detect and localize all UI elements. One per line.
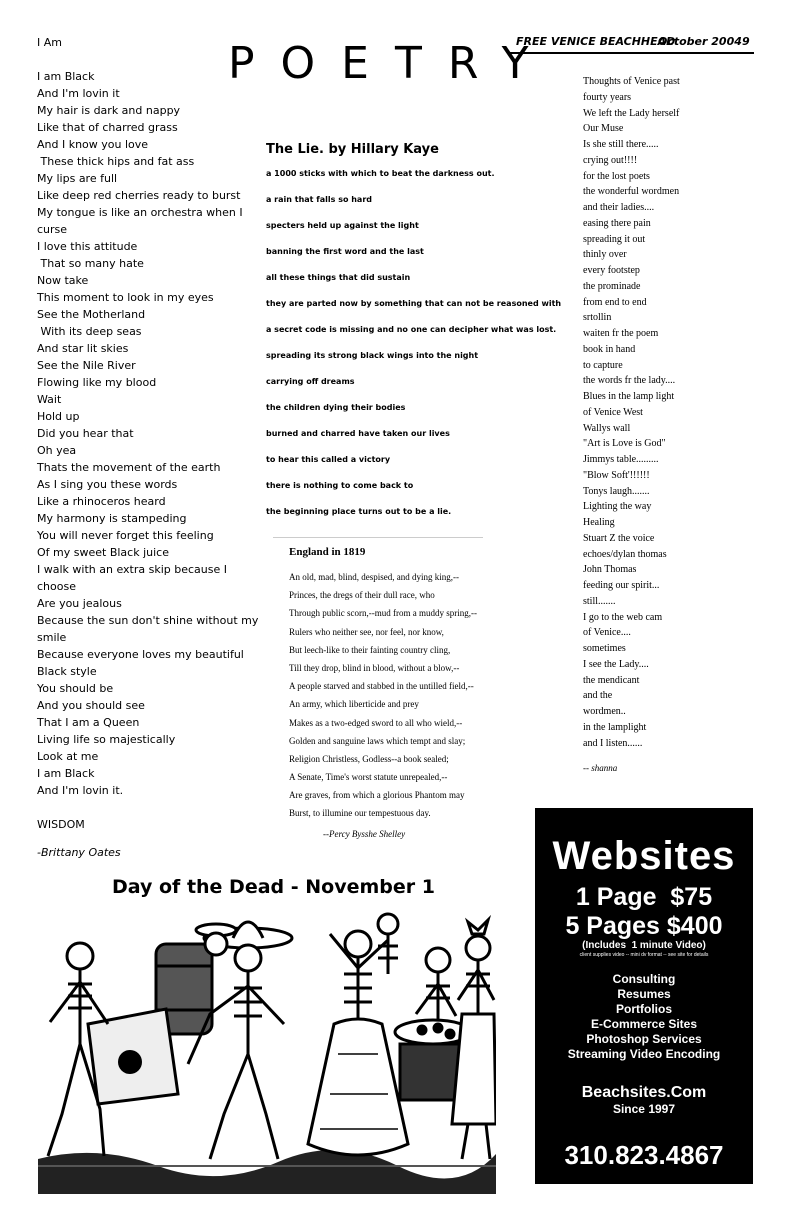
poem-line: Living life so majestically bbox=[37, 733, 176, 746]
poem-line: Makes as a two-edged sword to all who wield,-- bbox=[289, 717, 463, 728]
poem-line: wordmen.. bbox=[583, 706, 626, 717]
poem-line: This moment to look in my eyes bbox=[37, 291, 214, 304]
poem-line: That I am a Queen bbox=[37, 716, 140, 729]
poem-line: I am Black bbox=[37, 767, 95, 780]
poem-line: fourty years bbox=[583, 91, 632, 103]
poem-line: and I listen...... bbox=[583, 737, 643, 749]
poem-line: Stuart Z the voice bbox=[583, 532, 655, 544]
dancing-skeletons-illustration-icon bbox=[38, 904, 496, 1194]
poem-line: from end to end bbox=[583, 296, 647, 308]
poem-line: Wait bbox=[37, 393, 62, 406]
poem-title: I Am bbox=[37, 36, 62, 49]
poem-line: still....... bbox=[583, 595, 616, 607]
poem-line: I am Black bbox=[37, 70, 95, 83]
ad-since: Since 1997 bbox=[612, 1102, 676, 1116]
poem-line: a 1000 sticks with which to beat the darkness out. bbox=[266, 169, 495, 178]
poem-the-lie bbox=[266, 142, 562, 533]
poem-line: book in hand bbox=[583, 343, 636, 355]
ad-fine-print: client supplies video -- mini dv format -- see site for details bbox=[579, 952, 709, 958]
poem-line: the prominade bbox=[583, 280, 641, 292]
poem-line: Did you hear that bbox=[37, 427, 134, 440]
poem-line: Healing bbox=[583, 517, 615, 528]
ad-service-item: Photoshop Services bbox=[586, 1032, 702, 1046]
poem-line: See the Motherland bbox=[37, 308, 146, 321]
poem-title: The Lie. by Hillary Kaye bbox=[266, 142, 439, 157]
section-title: POETRY bbox=[228, 38, 555, 89]
poem-line: Tonys laugh....... bbox=[583, 485, 650, 497]
poem-line: That so many hate bbox=[37, 257, 144, 270]
websites-ad bbox=[535, 808, 753, 1184]
poem-line: And I'm lovin it. bbox=[37, 784, 124, 797]
poem-line: And you should see bbox=[37, 699, 145, 712]
poem-line: With its deep seas bbox=[37, 325, 142, 338]
poem-i-am bbox=[37, 34, 267, 861]
poem-line: easing there pain bbox=[583, 217, 651, 229]
poem-line: I see the Lady.... bbox=[583, 658, 649, 670]
poem-line: Lighting the way bbox=[583, 501, 652, 513]
poem-line: a secret code is missing and no one can decipher what was lost. bbox=[266, 325, 557, 334]
ad-service-item: Portfolios bbox=[616, 1002, 672, 1016]
poem-line: burned and charred have taken our lives bbox=[266, 429, 450, 438]
ad-service-item: E-Commerce Sites bbox=[590, 1017, 698, 1031]
poem-line: As I sing you these words bbox=[37, 478, 178, 491]
poem-line: John Thomas bbox=[583, 564, 637, 576]
poem-line: You should be bbox=[37, 682, 114, 695]
poem-line: the beginning place turns out to be a lie. bbox=[266, 507, 452, 516]
issue-date: October 2004 bbox=[658, 35, 742, 48]
poem-author: --Percy Bysshe Shelley bbox=[323, 828, 406, 839]
poem-line: Burst, to illumine our tempestuous day. bbox=[289, 808, 431, 819]
poem-line: "Blow Soft'!!!!!! bbox=[583, 469, 650, 481]
poem-line: Now take bbox=[37, 274, 89, 287]
poem-line: the words fr the lady.... bbox=[583, 375, 676, 387]
poem-line: for the lost poets bbox=[583, 170, 650, 182]
poem-line: Thats the movement of the earth bbox=[37, 461, 221, 474]
poem-line: echoes/dylan thomas bbox=[583, 548, 667, 560]
poem-line: Like a rhinoceros heard bbox=[37, 495, 166, 508]
poem-line: Blues in the lamp light bbox=[583, 391, 675, 402]
poem-line: I go to the web cam bbox=[583, 611, 663, 623]
poem-line: And I'm lovin it bbox=[37, 87, 120, 100]
poem-line: Are you jealous bbox=[37, 597, 122, 610]
poem-line: Are graves, from which a glorious Phantom may bbox=[289, 790, 465, 801]
poem-lines bbox=[583, 76, 743, 753]
ad-price-one-page: 1 Page $75 bbox=[575, 883, 713, 911]
poem-line: a rain that falls so hard bbox=[266, 195, 372, 204]
poem-line: of Venice.... bbox=[583, 627, 631, 639]
poem-line: Rulers who neither see, nor feel, nor know, bbox=[289, 626, 444, 637]
poem-line: And I know you love bbox=[37, 138, 149, 151]
poem-line: My tongue is like an orchestra when I curse bbox=[37, 206, 247, 236]
poem-line: My lips are full bbox=[37, 172, 118, 185]
poem-line: of Venice West bbox=[583, 406, 643, 418]
poem-line: Flowing like my blood bbox=[37, 376, 157, 389]
poem-line: We left the Lady herself bbox=[583, 107, 680, 119]
poem-line: You will never forget this feeling bbox=[37, 529, 214, 542]
poem-line: These thick hips and fat ass bbox=[37, 155, 195, 168]
poem-line: See the Nile River bbox=[37, 359, 136, 372]
ad-service-item: Consulting bbox=[612, 972, 676, 986]
poem-line: My harmony is stampeding bbox=[37, 512, 187, 525]
poem-line: waiten fr the poem bbox=[583, 328, 659, 339]
poem-line: But leech-like to their fainting country cling, bbox=[289, 644, 451, 655]
poem-line: I love this attitude bbox=[37, 240, 138, 253]
poem-line: all these things that did sustain bbox=[266, 273, 411, 282]
poem-line: and the bbox=[583, 690, 613, 702]
poem-line: Golden and sanguine laws which tempt and slay; bbox=[289, 735, 466, 746]
poem-line: Jimmys table......... bbox=[583, 454, 659, 465]
poem-line: Because the sun don't shine without my smile bbox=[37, 614, 262, 644]
poem-line: My hair is dark and nappy bbox=[37, 104, 181, 117]
poem-line: feeding our spirit... bbox=[583, 580, 660, 591]
poem-author: -Brittany Oates bbox=[37, 846, 121, 859]
poem-lines bbox=[266, 169, 562, 533]
ad-phone-number: 310.823.4867 bbox=[564, 1140, 724, 1170]
ad-service-item: Resumes bbox=[617, 987, 671, 1001]
poem-line: in the lamplight bbox=[583, 721, 647, 733]
poem-lines bbox=[289, 572, 539, 827]
poem-line: Look at me bbox=[37, 750, 99, 763]
poem-line: Like that of charred grass bbox=[37, 121, 178, 134]
poem-venice bbox=[583, 76, 743, 773]
poem-line: they are parted now by something that can not be reasoned with bbox=[266, 299, 562, 308]
poem-line: the children dying their bodies bbox=[266, 403, 406, 412]
poem-line: A Senate, Time's worst statute unrepealed,-- bbox=[289, 772, 448, 783]
poem-line: Is she still there..... bbox=[583, 139, 659, 150]
poem-closing: WISDOM bbox=[37, 818, 85, 831]
poem-line: Oh yea bbox=[37, 444, 77, 457]
ad-service-item: Streaming Video Encoding bbox=[567, 1047, 721, 1061]
ad-price-five-pages: 5 Pages $400 bbox=[565, 912, 723, 940]
poem-line: the wonderful wordmen bbox=[583, 186, 680, 198]
poem-line: Princes, the dregs of their dull race, who bbox=[289, 590, 435, 601]
poem-line: Till they drop, blind in blood, without a blow,-- bbox=[289, 662, 460, 673]
poem-line: banning the first word and the last bbox=[266, 247, 424, 256]
poem-line: I walk with an extra skip because I choose bbox=[37, 563, 231, 593]
poem-line: spreading its strong black wings into the night bbox=[266, 351, 479, 360]
poem-line: carrying off dreams bbox=[266, 377, 355, 386]
publication-name: FREE VENICE BEACHHEAD bbox=[516, 35, 676, 48]
poem-line: specters held up against the light bbox=[266, 221, 419, 230]
poem-line: Like deep red cherries ready to burst bbox=[37, 189, 241, 202]
poem-line: to capture bbox=[583, 359, 623, 371]
poem-line: to hear this called a victory bbox=[266, 455, 391, 464]
poem-line: thinly over bbox=[583, 249, 627, 261]
poem-line: sometimes bbox=[583, 643, 626, 654]
day-of-dead-title: Day of the Dead - November 1 bbox=[112, 876, 435, 898]
poem-line: Religion Christless, Godless--a book sealed; bbox=[289, 753, 449, 764]
poem-line: Hold up bbox=[37, 410, 80, 423]
poem-line: Thoughts of Venice past bbox=[583, 76, 680, 87]
poem-line: Through public scorn,--mud from a muddy spring,-- bbox=[289, 608, 477, 619]
poem-line: Because everyone loves my beautiful Black style bbox=[37, 648, 248, 678]
divider bbox=[273, 537, 483, 538]
poem-line: An old, mad, blind, despised, and dying king,-- bbox=[289, 572, 459, 582]
poem-line: there is nothing to come back to bbox=[266, 481, 414, 490]
poem-line: And star lit skies bbox=[37, 342, 129, 355]
poem-line: Of my sweet Black juice bbox=[37, 546, 169, 559]
poem-line: An army, which liberticide and prey bbox=[289, 699, 419, 710]
poem-line: Wallys wall bbox=[583, 422, 631, 434]
poem-line: spreading it out bbox=[583, 233, 646, 245]
poem-england-1819 bbox=[289, 546, 539, 839]
ad-includes: (Includes 1 minute Video) bbox=[582, 940, 706, 951]
poem-author: -- shanna bbox=[583, 763, 618, 774]
poem-line: A people starved and stabbed in the untilled field,-- bbox=[289, 681, 474, 692]
poem-lines bbox=[37, 68, 267, 799]
ad-website: Beachsites.Com bbox=[581, 1084, 707, 1101]
poem-line: every footstep bbox=[583, 265, 640, 276]
page-number: 9 bbox=[742, 35, 750, 48]
ad-services-list bbox=[535, 972, 753, 1062]
poem-line: and their ladies.... bbox=[583, 202, 655, 213]
poem-line: Our Muse bbox=[583, 123, 624, 135]
poem-line: the mendicant bbox=[583, 674, 640, 686]
poem-line: crying out!!!! bbox=[583, 154, 638, 166]
poem-line: "Art is Love is God" bbox=[583, 438, 666, 450]
poem-title: England in 1819 bbox=[289, 546, 366, 558]
poem-line: srtollin bbox=[583, 312, 612, 324]
ad-headline: Websites bbox=[552, 834, 736, 878]
